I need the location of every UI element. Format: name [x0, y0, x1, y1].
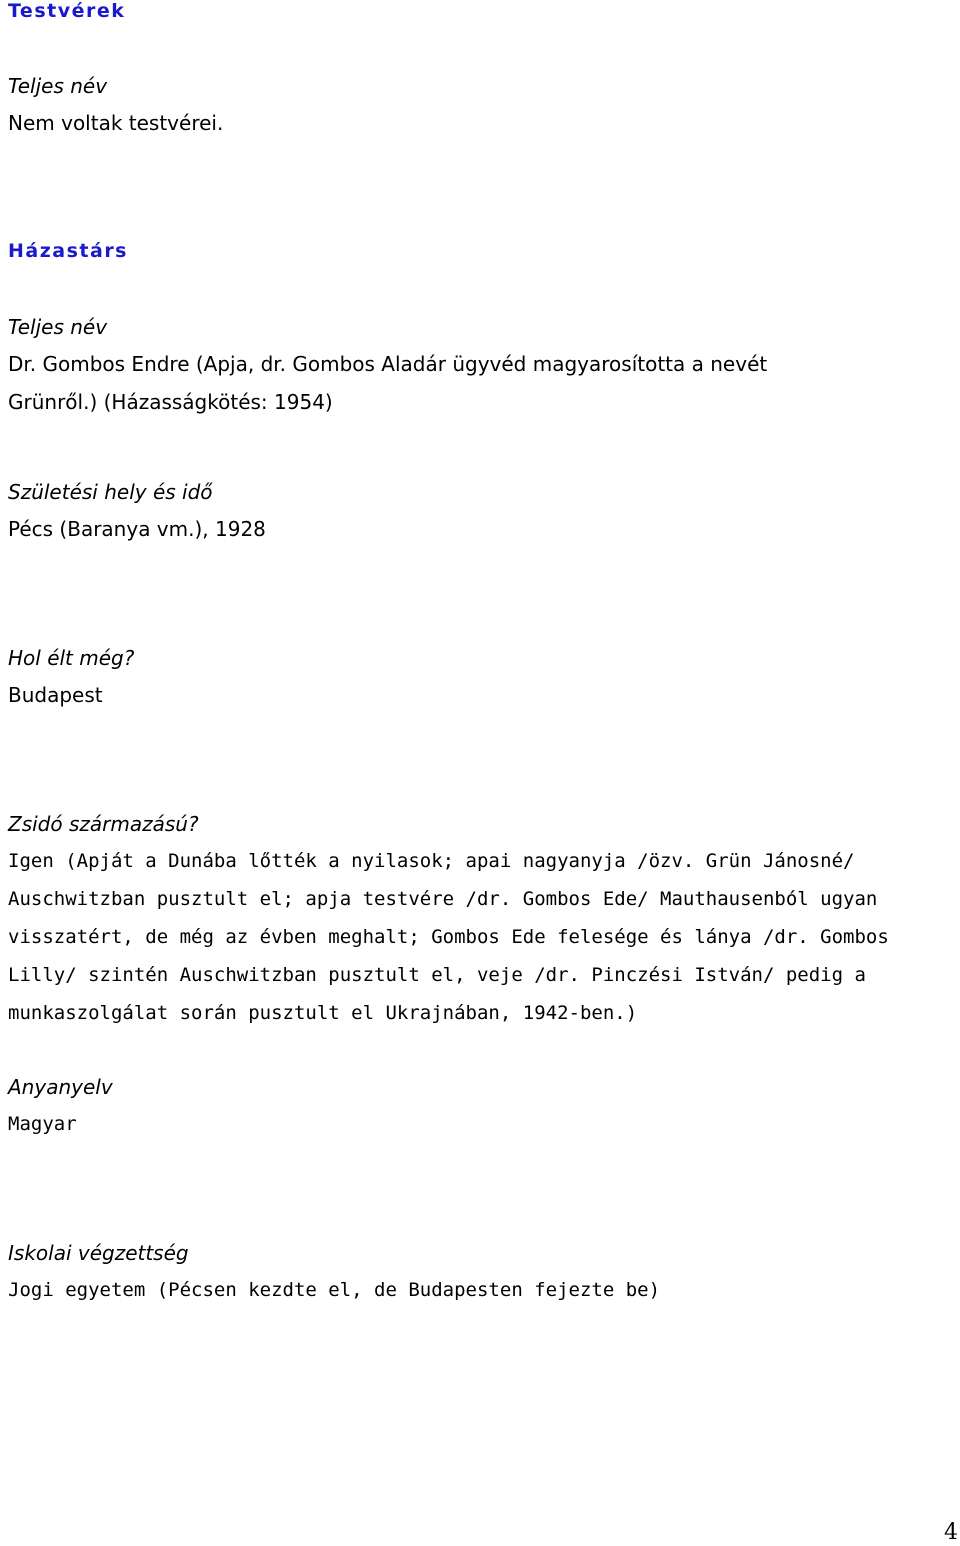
siblings-name-value: Nem voltak testvérei.	[8, 111, 224, 135]
spouse-jewish-value-line: munkaszolgálat során pusztult el Ukrajnában, 1942-ben.)	[8, 1002, 638, 1024]
spouse-language-label: Anyanyelv	[8, 1075, 113, 1099]
spouse-jewish-value-line: Igen (Apját a Dunába lőtték a nyilasok; apai nagyanyja /özv. Grün Jánosné/	[8, 850, 855, 872]
spouse-language-value: Magyar	[8, 1113, 77, 1135]
page-number: 4	[944, 1520, 958, 1545]
spouse-residence-value: Budapest	[8, 683, 103, 707]
spouse-jewish-label: Zsidó származású?	[8, 812, 199, 836]
spouse-name-value-line2: Grünről.) (Házasságkötés: 1954)	[8, 390, 333, 414]
spouse-birth-value: Pécs (Baranya vm.), 1928	[8, 517, 266, 541]
spouse-name-value-line1: Dr. Gombos Endre (Apja, dr. Gombos Aladár ügyvéd magyarosította a nevét	[8, 352, 768, 376]
siblings-heading: Testvérek	[8, 0, 126, 22]
spouse-birth-label: Születési hely és idő	[8, 480, 213, 504]
spouse-residence-label: Hol élt még?	[8, 646, 135, 670]
spouse-education-value: Jogi egyetem (Pécsen kezdte el, de Budapesten fejezte be)	[8, 1279, 661, 1301]
siblings-name-label: Teljes név	[8, 74, 108, 98]
spouse-jewish-value-line: visszatért, de még az évben meghalt; Gombos Ede felesége és lánya /dr. Gombos	[8, 926, 889, 948]
spouse-heading: Házastárs	[8, 240, 128, 262]
spouse-name-label: Teljes név	[8, 315, 108, 339]
spouse-jewish-value-line: Lilly/ szintén Auschwitzban pusztult el, veje /dr. Pinczési István/ pedig a	[8, 964, 866, 986]
spouse-education-label: Iskolai végzettség	[8, 1241, 189, 1265]
spouse-jewish-value-line: Auschwitzban pusztult el; apja testvére /dr. Gombos Ede/ Mauthausenból ugyan	[8, 888, 878, 910]
